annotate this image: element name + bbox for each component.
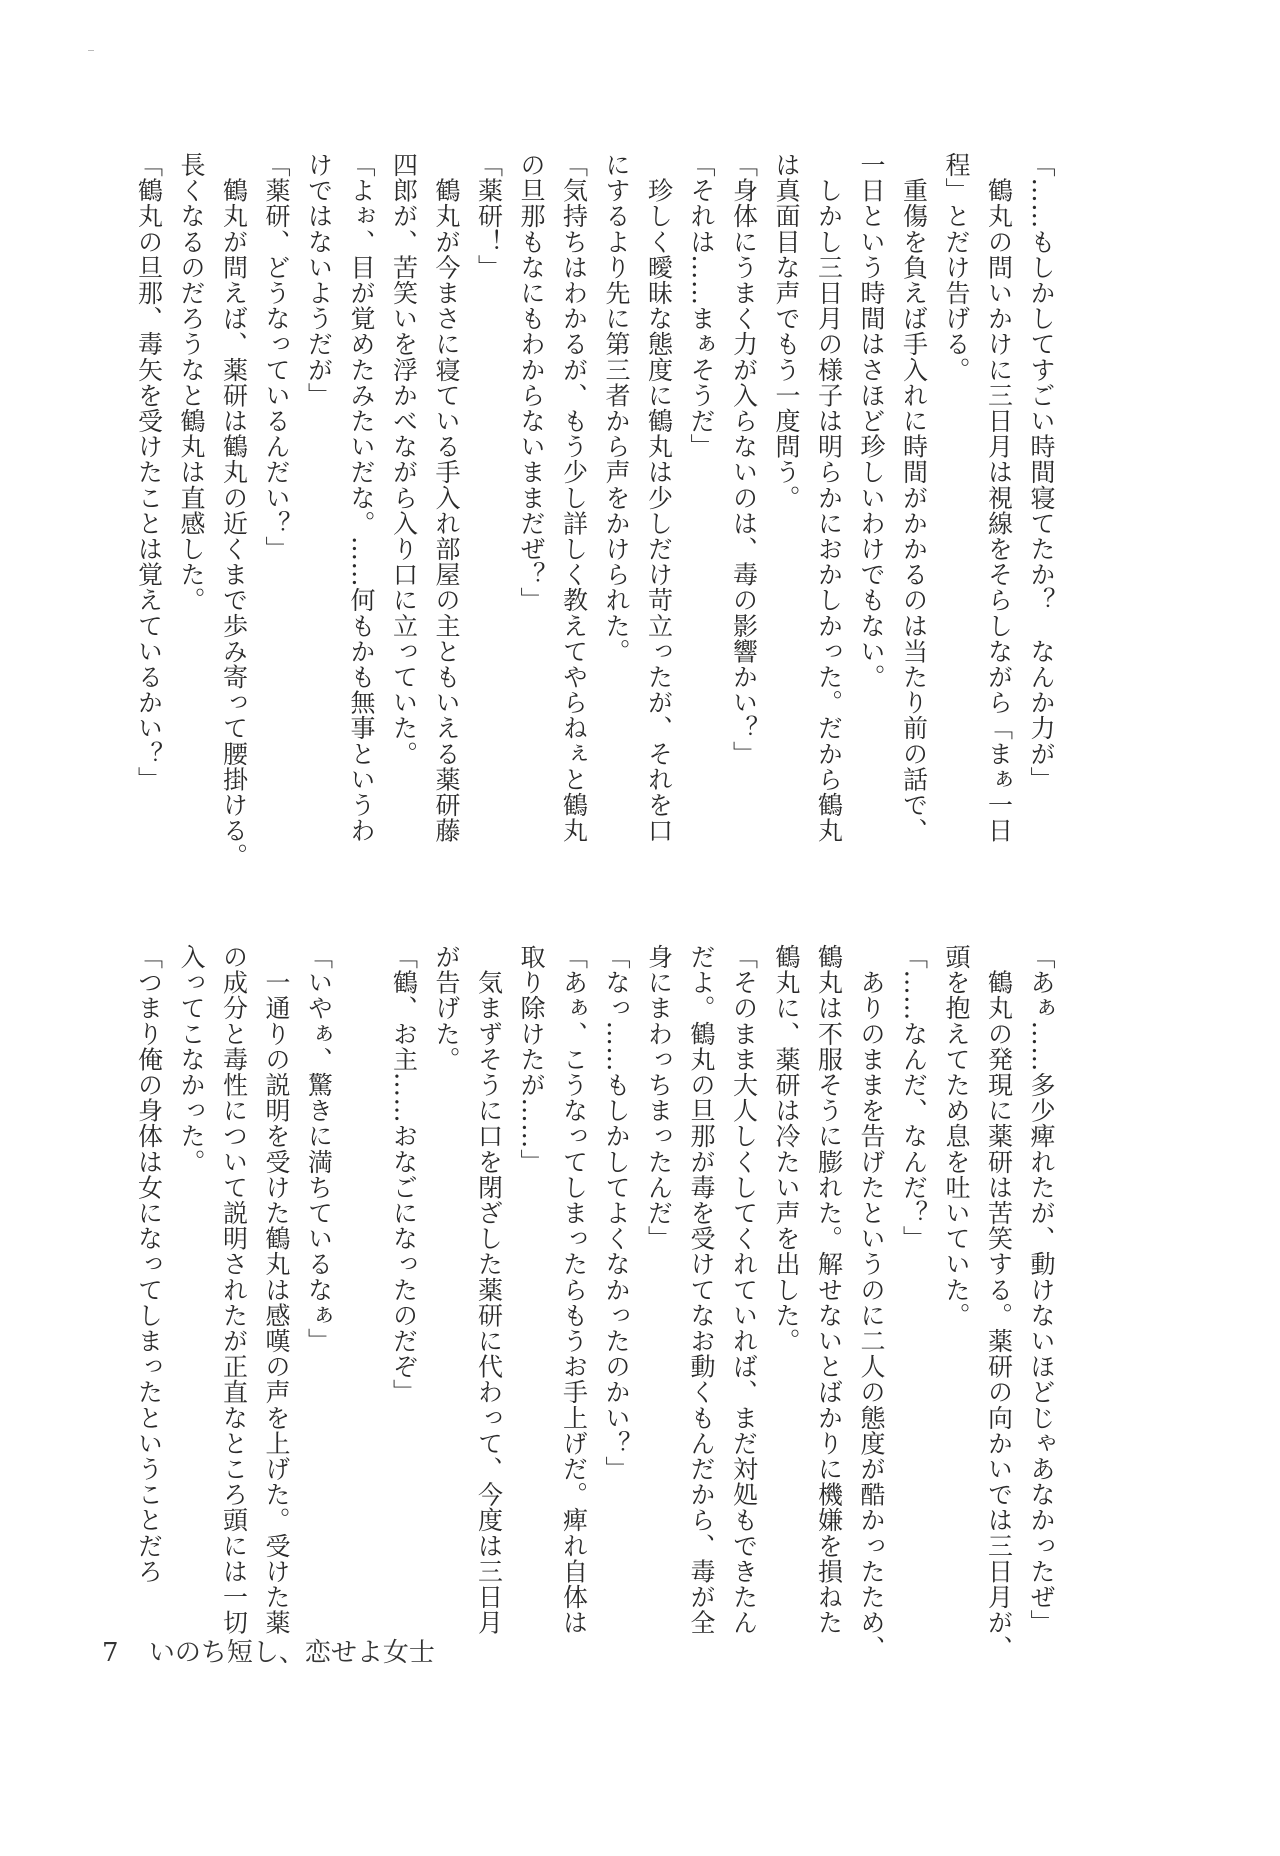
page-number: 7 bbox=[102, 1638, 119, 1668]
text-column: 「薬研！」 bbox=[474, 152, 504, 280]
text-column: 「鶴、お主……おなごになったのだぞ」 bbox=[389, 944, 419, 1405]
text-column: 鶴丸が今まさに寝ている手入れ部屋の主ともいえる薬研藤 bbox=[432, 152, 461, 844]
text-column: 程」とだけ告げる。 bbox=[942, 152, 971, 383]
text-column: 「薬研、どうなっているんだい？」 bbox=[262, 152, 291, 562]
text-column: 珍しく曖昧な態度に鶴丸は少しだけ苛立ったが、それを口 bbox=[644, 152, 674, 844]
text-column: 取り除けたが……」 bbox=[517, 944, 546, 1175]
text-column: 四郎が、苦笑いを浮かべながら入り口に立っていた。 bbox=[389, 152, 419, 767]
scan-mark bbox=[88, 50, 94, 51]
text-column: 「鶴丸の旦那、毒矢を受けたことは覚えているかい？」 bbox=[134, 152, 164, 792]
text-column: 「なっ……もしかしてよくなかったのかい？」 bbox=[602, 944, 631, 1482]
body-text-lower bbox=[126, 944, 1062, 1684]
text-column: の成分と毒性について説明されたが正直なところ頭には一切 bbox=[219, 944, 249, 1636]
text-column: だよ。鶴丸の旦那が毒を受けてなお動くもんだから、毒が全 bbox=[687, 944, 716, 1636]
text-column: 鶴丸に、薬研は冷たい声を出した。 bbox=[772, 944, 801, 1354]
body-text-upper bbox=[126, 152, 1062, 892]
text-column: 「つまり俺の身体は女になってしまったということだろ bbox=[134, 944, 164, 1584]
text-column: 「身体にうまく力が入らないのは、毒の影響かい？」 bbox=[729, 152, 759, 767]
text-column: 気まずそうに口を閉ざした薬研に代わって、今度は三日月 bbox=[474, 944, 504, 1636]
text-column: 一日という時間はさほど珍しいわけでもない。 bbox=[857, 152, 886, 690]
text-column: 鶴丸が問えば、薬研は鶴丸の近くまで歩み寄って腰掛ける。 bbox=[219, 152, 249, 869]
page-footer bbox=[102, 1632, 435, 1669]
text-column: にするより先に第三者から声をかけられた。 bbox=[602, 152, 631, 664]
text-column: ありのままを告げたというのに二人の態度が酷かったため、 bbox=[857, 944, 886, 1661]
running-title: いのち短し、恋せよ女士 bbox=[148, 1638, 435, 1668]
text-column: の旦那もなにもわからないままだぜ？」 bbox=[517, 152, 546, 613]
text-column: 「……もしかしてすごい時間寝てたか？ なんか力が」 bbox=[1027, 152, 1056, 792]
text-column: 頭を抱えてため息を吐いていた。 bbox=[942, 944, 971, 1328]
text-column: 「あぁ、こうなってしまったらもうお手上げだ。痺れ自体は bbox=[559, 944, 589, 1636]
text-column: 鶴丸の発現に薬研は苦笑する。薬研の向かいでは三日月が、 bbox=[984, 944, 1014, 1661]
text-column: 「よぉ、目が覚めたみたいだな。……何もかも無事というわ bbox=[347, 152, 376, 844]
text-column: 鶴丸は不服そうに膨れた。解せないとばかりに機嫌を損ねた bbox=[814, 944, 844, 1636]
text-column: 一通りの説明を受けた鶴丸は感嘆の声を上げた。受けた薬 bbox=[262, 944, 291, 1636]
text-column: 入ってこなかった。 bbox=[177, 944, 206, 1175]
text-column: が告げた。 bbox=[432, 944, 461, 1072]
text-column: 「……なんだ、なんだ？」 bbox=[899, 944, 929, 1252]
section-break bbox=[340, 944, 383, 1684]
text-column: 「気持ちはわかるが、もう少し詳しく教えてやらねぇと鶴丸 bbox=[559, 152, 589, 844]
text-column: 重傷を負えば手入れに時間がかかるのは当たり前の話で、 bbox=[899, 152, 929, 844]
text-column: は真面目な声でもう一度問う。 bbox=[772, 152, 801, 511]
text-column: 「あぁ……多少痺れたが、動けないほどじゃあなかったぜ」 bbox=[1027, 944, 1056, 1636]
text-column: 「それは……まぁそうだ」 bbox=[687, 152, 716, 460]
text-column: 「いやぁ、驚きに満ちているなぁ」 bbox=[304, 944, 334, 1354]
text-column: 長くなるのだろうなと鶴丸は直感した。 bbox=[177, 152, 206, 613]
text-column: 鶴丸の問いかけに三日月は視線をそらしながら「まぁ一日 bbox=[984, 152, 1014, 844]
text-column: けではないようだが」 bbox=[304, 152, 334, 408]
text-column: 身にまわっちまったんだ」 bbox=[644, 944, 674, 1252]
text-column: 「そのまま大人しくしてくれていれば、まだ対処もできたん bbox=[729, 944, 759, 1636]
text-column: しかし三日月の様子は明らかにおかしかった。だから鶴丸 bbox=[814, 152, 844, 844]
